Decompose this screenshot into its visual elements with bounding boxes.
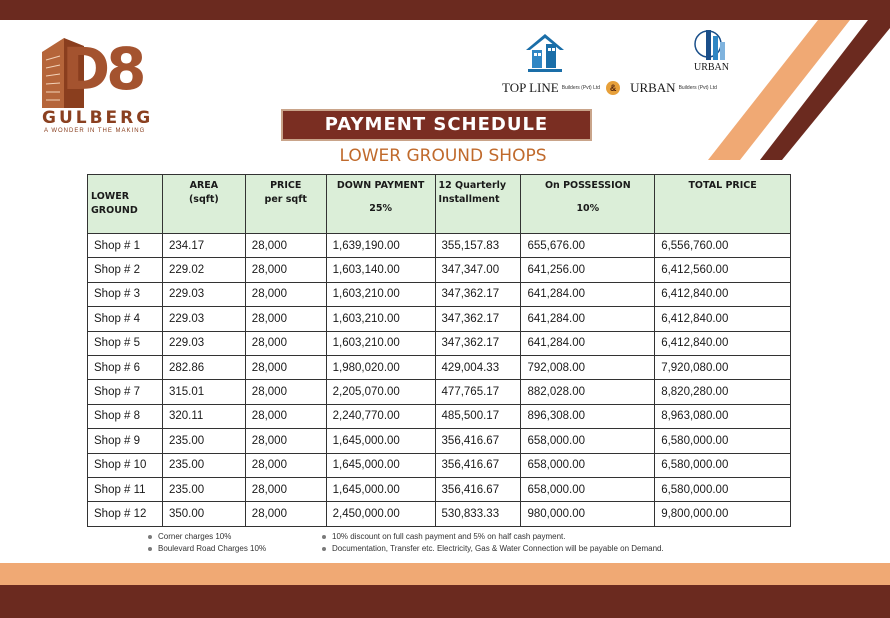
- column-header-text: AREA: [189, 180, 219, 191]
- table-cell: 315.01: [162, 380, 245, 404]
- table-cell: 28,000: [245, 404, 326, 428]
- partner-topline-sub: Builders (Pvt) Ltd: [561, 85, 601, 91]
- shop-label-cell: Shop # 6: [88, 355, 163, 379]
- column-header-text: LOWER: [91, 191, 130, 202]
- table-row: [88, 404, 791, 428]
- table-cell: 2,240,770.00: [326, 404, 435, 428]
- column-header-text: GROUND: [91, 205, 138, 216]
- column-header-text: (sqft): [188, 194, 219, 205]
- table-cell: 8,963,080.00: [655, 404, 791, 428]
- column-header-text: TOTAL PRICE: [688, 180, 757, 191]
- column-header: [245, 175, 326, 234]
- column-header: [88, 175, 163, 234]
- column-header: [435, 175, 521, 234]
- table-cell: 28,000: [245, 331, 326, 355]
- table-cell: 530,833.33: [435, 502, 521, 526]
- table-cell: 28,000: [245, 258, 326, 282]
- d8-gulberg-logo: [38, 32, 170, 142]
- top-band: [0, 0, 890, 20]
- table-cell: 28,000: [245, 477, 326, 501]
- table-cell: 229.03: [162, 307, 245, 331]
- footer-peach-band: [0, 563, 890, 585]
- table-cell: 6,412,840.00: [655, 282, 791, 306]
- column-header-text: PRICE: [270, 180, 302, 191]
- table-cell: 792,008.00: [521, 355, 655, 379]
- table-cell: 1,603,210.00: [326, 282, 435, 306]
- table-cell: 6,580,000.00: [655, 453, 791, 477]
- table-row: [88, 477, 791, 501]
- table-cell: 347,362.17: [435, 307, 521, 331]
- table-cell: 8,820,280.00: [655, 380, 791, 404]
- table-cell: 356,416.67: [435, 453, 521, 477]
- table-cell: 641,256.00: [521, 258, 655, 282]
- table-cell: 896,308.00: [521, 404, 655, 428]
- notes-right: [322, 531, 664, 555]
- table-cell: 282.86: [162, 355, 245, 379]
- table-cell: 1,603,210.00: [326, 331, 435, 355]
- column-header-text: On POSSESSION: [544, 180, 631, 191]
- table-cell: 658,000.00: [521, 477, 655, 501]
- table-cell: 28,000: [245, 502, 326, 526]
- table-cell: 28,000: [245, 380, 326, 404]
- table-cell: 2,205,070.00: [326, 380, 435, 404]
- table-cell: 1,603,140.00: [326, 258, 435, 282]
- urban-building-icon: [690, 28, 740, 74]
- table-cell: 485,500.17: [435, 404, 521, 428]
- shop-label-cell: Shop # 8: [88, 404, 163, 428]
- table-cell: 477,765.17: [435, 380, 521, 404]
- notes-left: [148, 531, 266, 555]
- footer-maroon-band: [0, 585, 890, 618]
- table-row: [88, 282, 791, 306]
- table-cell: 658,000.00: [521, 453, 655, 477]
- shop-label-cell: Shop # 7: [88, 380, 163, 404]
- table-cell: 6,580,000.00: [655, 429, 791, 453]
- shop-label-cell: Shop # 3: [88, 282, 163, 306]
- table-row: [88, 380, 791, 404]
- note-item: [148, 543, 266, 555]
- logo-name: GULBERG: [42, 108, 154, 128]
- column-header: [655, 175, 791, 234]
- table-cell: 347,347.00: [435, 258, 521, 282]
- table-cell: 1,603,210.00: [326, 307, 435, 331]
- column-header-text: per sqft: [264, 194, 307, 205]
- table-row: [88, 307, 791, 331]
- shop-label-cell: Shop # 2: [88, 258, 163, 282]
- shop-label-cell: Shop # 9: [88, 429, 163, 453]
- table-cell: 7,920,080.00: [655, 355, 791, 379]
- shop-label-cell: Shop # 10: [88, 453, 163, 477]
- table-cell: 641,284.00: [521, 307, 655, 331]
- table-row: [88, 429, 791, 453]
- column-header: [162, 175, 245, 234]
- table-row: [88, 234, 791, 258]
- logo-mark: D8: [62, 35, 143, 103]
- table-cell: 882,028.00: [521, 380, 655, 404]
- column-header-text: Installment: [438, 194, 500, 205]
- table-cell: 229.03: [162, 331, 245, 355]
- table-cell: 1,645,000.00: [326, 453, 435, 477]
- table-row: [88, 355, 791, 379]
- table-body: [88, 234, 791, 527]
- partner-topline-name: TOP LINE: [502, 80, 559, 95]
- bullet-icon: [322, 547, 326, 551]
- table-cell: 350.00: [162, 502, 245, 526]
- table-cell: 28,000: [245, 429, 326, 453]
- column-header: [521, 175, 655, 234]
- table-row: [88, 502, 791, 526]
- table-cell: 28,000: [245, 307, 326, 331]
- page-subtitle: LOWER GROUND SHOPS: [339, 146, 547, 166]
- note-text: Corner charges 10%: [158, 532, 232, 541]
- logo-tagline: A WONDER IN THE MAKING: [44, 128, 146, 134]
- table-cell: 6,412,840.00: [655, 307, 791, 331]
- table-row: [88, 258, 791, 282]
- partners-line: [502, 80, 723, 96]
- table-cell: 6,580,000.00: [655, 477, 791, 501]
- note-text: 10% discount on full cash payment and 5% on half cash payment.: [332, 532, 566, 541]
- note-item: [322, 531, 664, 543]
- table-row: [88, 331, 791, 355]
- column-header-text: 12 Quarterly: [438, 180, 507, 191]
- note-text: Boulevard Road Charges 10%: [158, 544, 267, 553]
- table-row: [88, 453, 791, 477]
- table-cell: 641,284.00: [521, 331, 655, 355]
- table-cell: 9,800,000.00: [655, 502, 791, 526]
- table-cell: 234.17: [162, 234, 245, 258]
- table-cell: 320.11: [162, 404, 245, 428]
- shop-label-cell: Shop # 11: [88, 477, 163, 501]
- table-cell: 1,645,000.00: [326, 477, 435, 501]
- table-cell: 229.03: [162, 282, 245, 306]
- column-header: [326, 175, 435, 234]
- partner-urban-name: URBAN: [630, 80, 676, 95]
- table-cell: 355,157.83: [435, 234, 521, 258]
- table-cell: 6,412,840.00: [655, 331, 791, 355]
- bullet-icon: [148, 547, 152, 551]
- column-header-text: 10%: [576, 203, 600, 214]
- table-cell: 28,000: [245, 453, 326, 477]
- table-cell: 235.00: [162, 429, 245, 453]
- bullet-icon: [148, 535, 152, 539]
- note-text: Documentation, Transfer etc. Electricity, Gas & Water Connection will be payable on Demand.: [332, 544, 664, 553]
- note-item: [322, 543, 664, 555]
- column-header-text: 25%: [369, 203, 392, 214]
- urban-logo-text: URBAN: [694, 62, 730, 73]
- shop-label-cell: Shop # 1: [88, 234, 163, 258]
- table-cell: 235.00: [162, 453, 245, 477]
- table-cell: 1,980,020.00: [326, 355, 435, 379]
- table-cell: 1,645,000.00: [326, 429, 435, 453]
- shop-label-cell: Shop # 12: [88, 502, 163, 526]
- table-cell: 356,416.67: [435, 429, 521, 453]
- table-cell: 655,676.00: [521, 234, 655, 258]
- table-cell: 2,450,000.00: [326, 502, 435, 526]
- page-title: PAYMENT SCHEDULE: [281, 109, 592, 141]
- note-item: [148, 531, 266, 543]
- table-cell: 6,412,560.00: [655, 258, 791, 282]
- table-cell: 229.02: [162, 258, 245, 282]
- table-cell: 347,362.17: [435, 331, 521, 355]
- column-header-text: DOWN PAYMENT: [336, 180, 425, 191]
- table-cell: 28,000: [245, 234, 326, 258]
- bullet-icon: [322, 535, 326, 539]
- payment-schedule-table: [87, 174, 791, 527]
- partner-urban-sub: Builders (Pvt) Ltd: [678, 85, 717, 91]
- table-header-row: [88, 175, 791, 234]
- table-cell: 658,000.00: [521, 429, 655, 453]
- table-cell: 28,000: [245, 282, 326, 306]
- table-cell: 28,000: [245, 355, 326, 379]
- topline-house-icon: [522, 30, 568, 74]
- table-cell: 980,000.00: [521, 502, 655, 526]
- table-cell: 1,639,190.00: [326, 234, 435, 258]
- shop-label-cell: Shop # 5: [88, 331, 163, 355]
- shop-label-cell: Shop # 4: [88, 307, 163, 331]
- table-cell: 235.00: [162, 477, 245, 501]
- table-cell: 356,416.67: [435, 477, 521, 501]
- table-cell: 347,362.17: [435, 282, 521, 306]
- table-cell: 641,284.00: [521, 282, 655, 306]
- table-cell: 429,004.33: [435, 355, 521, 379]
- table-cell: 6,556,760.00: [655, 234, 791, 258]
- ampersand-badge: &: [606, 81, 620, 95]
